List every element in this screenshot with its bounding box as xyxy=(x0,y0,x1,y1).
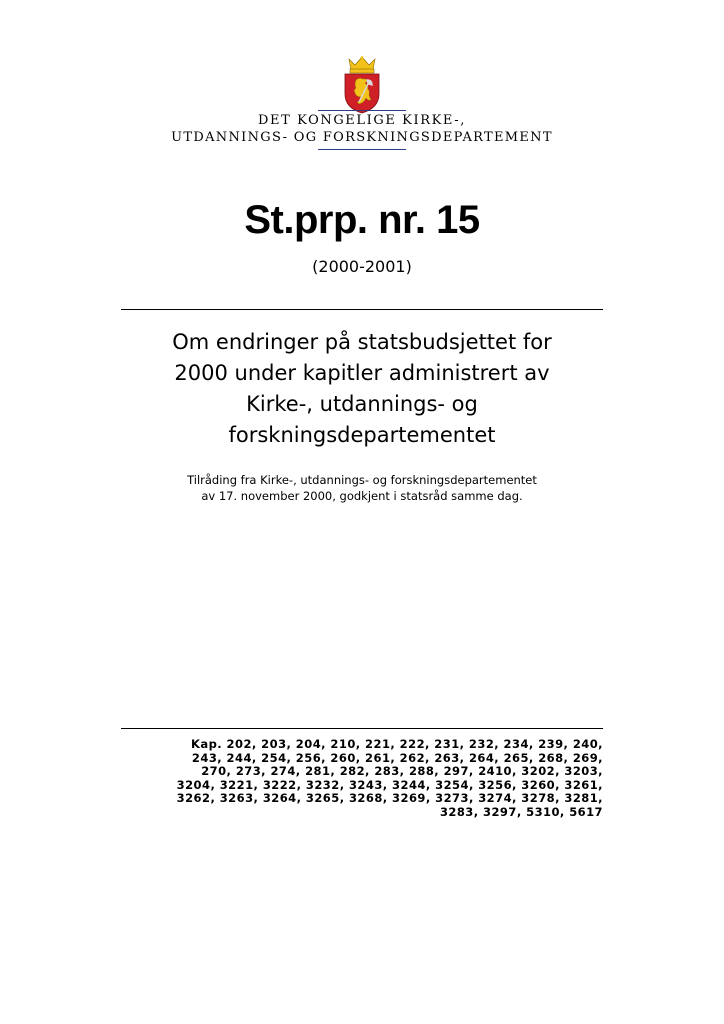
document-subject: Om endringer på statsbudsjettet for 2000 under kapitler administrert av Kirke-, utdannings- og forskningsdepartementet xyxy=(172,330,552,447)
chapter-line: 270, 273, 274, 281, 282, 283, 288, 297, 2410, 3202, 3203, xyxy=(201,764,603,778)
department-name-line1: DET KONGELIGE KIRKE-, xyxy=(258,113,466,128)
chapter-line: 3262, 3263, 3264, 3265, 3268, 3269, 3273, 3274, 3278, 3281, xyxy=(176,791,603,805)
chapters-divider xyxy=(121,728,603,729)
chapter-line: 3204, 3221, 3222, 3232, 3243, 3244, 3254, 3256, 3260, 3261, xyxy=(176,777,603,792)
crown-band xyxy=(350,69,374,73)
department-name-line2: UTDANNINGS- OG FORSKNINGSDEPARTEMENT xyxy=(171,130,553,145)
chapter-line: 243, 244, 254, 256, 260, 261, 262, 263, 264, 265, 268, 269, xyxy=(191,750,603,765)
title-divider xyxy=(121,309,603,310)
recommendation-line1: Tilråding fra Kirke-, utdannings- og forskningsdepartementet xyxy=(187,473,537,487)
chapter-line: Kap. 202, 203, 204, 210, 221, 222, 231, 232, 234, 239, 240, xyxy=(191,737,603,751)
norwegian-coat-of-arms-icon xyxy=(337,56,387,114)
recommendation-text xyxy=(150,472,574,504)
session-year: (2000-2001) xyxy=(312,257,412,276)
department-rule-top xyxy=(318,110,406,111)
crown-shape xyxy=(349,57,375,70)
recommendation-line2: av 17. november 2000, godkjent i statsråd samme dag. xyxy=(201,489,523,503)
department-rule-bottom xyxy=(318,149,406,150)
chapter-line: 3283, 3297, 5310, 5617 xyxy=(439,804,603,819)
chapter-list xyxy=(150,738,603,819)
document-title: St.prp. nr. 15 xyxy=(244,198,480,242)
